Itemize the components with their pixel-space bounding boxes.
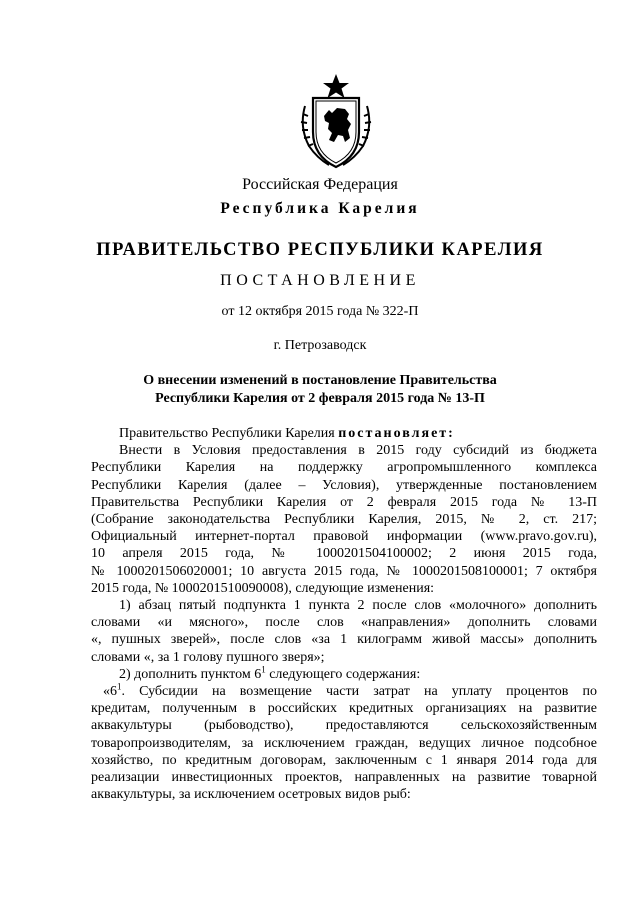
government-title: ПРАВИТЕЛЬСТВО РЕСПУБЛИКИ КАРЕЛИЯ — [96, 240, 544, 260]
text-line: (Собрание законодательства Республики Карелия, 2015, № 2, ст. 217; — [91, 512, 597, 528]
intro-paragraph — [91, 425, 597, 442]
paragraph-amendments — [91, 442, 597, 597]
document-body — [91, 425, 597, 803]
item-2-text-end: следующего содержания: — [265, 666, 421, 682]
republic-name: Республика Карелия — [220, 200, 420, 217]
text-line: Внести в Условия предоставления в 2015 году субсидий из бюджета — [119, 443, 597, 459]
intro-text: Правительство Республики Карелия — [119, 426, 339, 441]
text-line: 10 апреля 2015 года, № 1000201504100002; 2 июня 2015 года, — [91, 546, 597, 562]
text-line: словами «и мясного», после слов «направления» дополнить словами — [91, 615, 597, 631]
country-name: Российская Федерация — [242, 176, 398, 193]
text-line: Официальный интернет-портал правовой информации (www.pravo.gov.ru), — [91, 529, 597, 545]
text-line: хозяйство, по кредитным договорам, заключенным с 1 января 2014 года для — [91, 752, 597, 768]
item-2-text-start: 2) дополнить пунктом 6 — [119, 666, 262, 682]
point-text-end: . Субсидии на возмещение части затрат на уплату процентов по — [121, 684, 597, 700]
intro-decree-word: постановляет: — [338, 426, 455, 441]
superscript: 1 — [261, 664, 266, 675]
text-line: Правительства Республики Карелия от 2 февраля 2015 года № 13-П — [91, 494, 597, 510]
document-title-line-2: Республики Карелия от 2 февраля 2015 года № 13-П — [155, 391, 485, 406]
text-line — [91, 683, 597, 700]
point-text-start: «6 — [103, 684, 117, 700]
text-line: товаропроизводителям, за исключением граждан, ведущих личное подсобное — [91, 735, 597, 751]
text-line: реализации инвестиционных проектов, направленных на развитие товарной — [91, 770, 597, 786]
document-city: г. Петрозаводск — [273, 338, 367, 353]
text-line: Республики Карелия (далее – Условия), утвержденные постановлением — [91, 477, 597, 493]
text-line — [91, 666, 597, 683]
text-line: аквакультуры, за исключением осетровых видов рыб: — [91, 787, 411, 803]
text-line: 2015 года, № 1000201510090008), следующие изменения: — [91, 580, 435, 596]
document-title-line-1: О внесении изменений в постановление Правительства — [143, 373, 497, 388]
text-line: Республики Карелия на поддержку агропромышленного комплекса — [91, 460, 597, 476]
paragraph-item-1 — [91, 597, 597, 666]
text-line: кредитам, полученным в российских кредитных организациях на развитие — [91, 701, 597, 717]
document-type: ПОСТАНОВЛЕНИЕ — [220, 272, 420, 289]
coat-of-arms-emblem — [291, 72, 381, 172]
paragraph-new-point — [91, 683, 597, 803]
text-line: словами «, за 1 голову пушного зверя»; — [91, 649, 325, 665]
text-line: аквакультуры (рыбоводство), предоставляются сельскохозяйственным — [91, 718, 597, 734]
text-line: 1) абзац пятый подпункта 1 пункта 2 после слов «молочного» дополнить — [119, 598, 597, 614]
text-line: № 1000201506020001; 10 августа 2015 года, № 1000201508100001; 7 октября — [91, 563, 597, 579]
paragraph-item-2 — [91, 666, 597, 683]
document-date-number: от 12 октября 2015 года № 322-П — [221, 304, 419, 319]
text-line: «, пушных зверей», после слов «за 1 килограмм живой массы» дополнить — [91, 632, 597, 648]
superscript: 1 — [117, 681, 122, 692]
